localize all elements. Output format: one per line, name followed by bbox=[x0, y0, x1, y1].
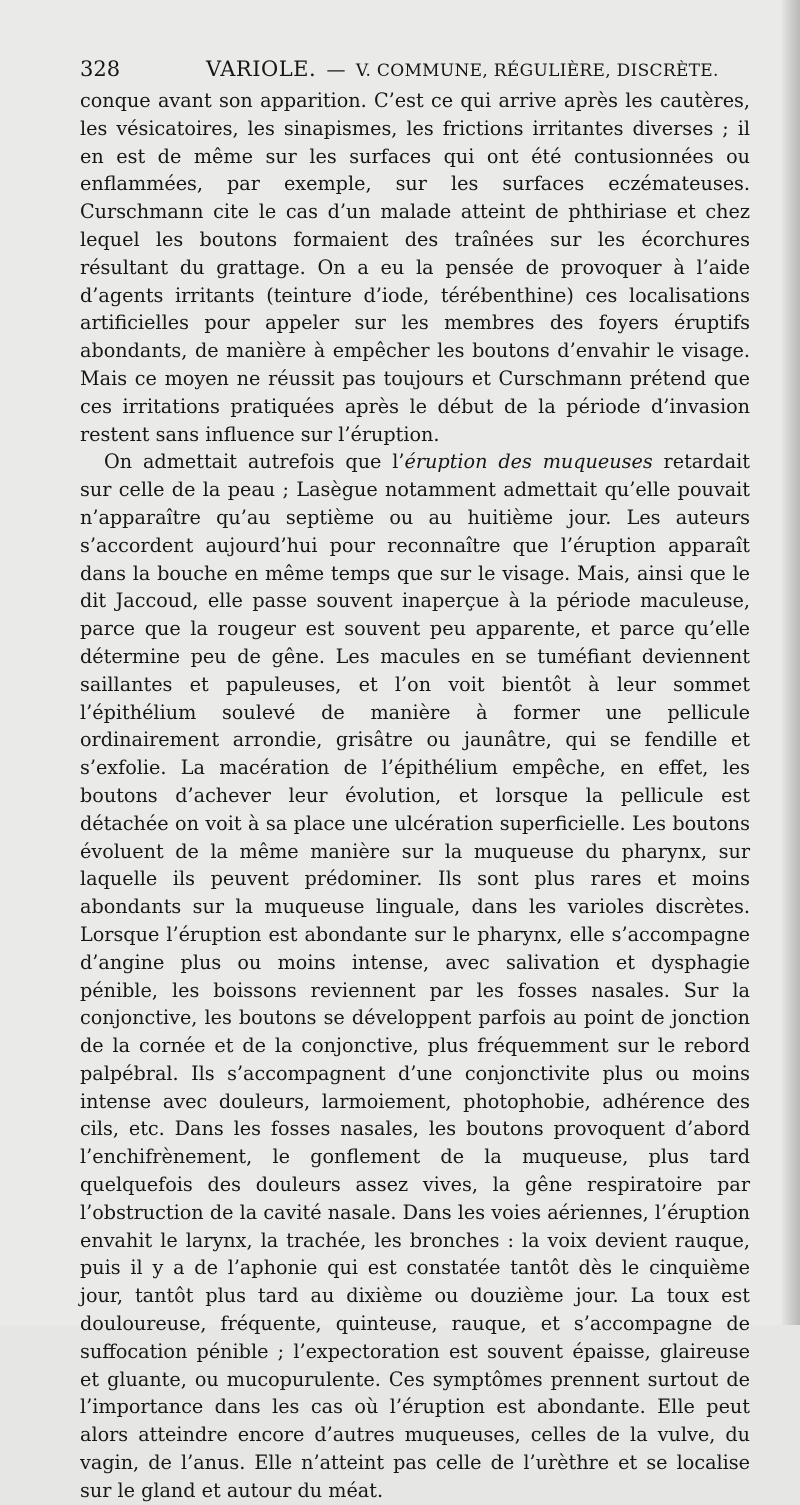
paragraph-continuation: conque avant son apparition. C’est ce qui arrive après les cautères, les vésicatoires, les sinapismes, les frictions irritantes diverses ; il en est de même sur les surfaces qui ont été contusionnées ou enflammées, par exemple, sur les surfaces eczémateuses. Curschmann cite le cas d’un malade atteint de phthiriase et chez lequel les boutons formaient des traînées sur les écorchures résultant du grattage. On a eu la pensée de provoquer à l’aide d’agents irritants (teinture d’iode, térébenthine) ces localisations artificielles pour appeler sur les membres des foyers éruptifs abondants, de manière à empêcher les boutons d’envahir le visage. Mais ce moyen ne réussit pas toujours et Curschmann prétend que ces irritations pratiquées après le début de la période d’invasion restent sans influence sur l’éruption. bbox=[80, 89, 750, 446]
running-head-separator: — bbox=[326, 59, 346, 81]
page-header bbox=[80, 54, 740, 84]
running-head-subtitle: V. COMMUNE, RÉGULIÈRE, DISCRÈTE. bbox=[355, 61, 719, 81]
page-number: 328 bbox=[80, 57, 121, 81]
page-edge-shadow bbox=[782, 0, 800, 1325]
running-head-title: VARIOLE. bbox=[206, 57, 317, 81]
paragraph-text-rest: retardait sur celle de la peau ; Lasègue notamment admettait qu’elle pouvait n’apparaître qu’au septième ou au huitième jour. Les auteurs s’accordent aujourd’hui pour reconnaître que l’éruption apparaît dans la bouche en même temps que sur le visage. Mais, ainsi que le dit Jaccoud, elle passe souvent inaperçue à la période maculeuse, parce que la rougeur est souvent peu apparente, et parce qu’elle détermine peu de gêne. Les macules en se tuméfiant deviennent saillantes et papuleuses, et l’on voit bientôt à leur sommet l’épithélium soulevé de manière à former une pellicule ordinairement arrondie, grisâtre ou jaunâtre, qui se fendille et s’exfolie. La macération de l’épithélium empêche, en effet, les boutons d’achever leur évolution, et lorsque la pellicule est détachée on voit à sa place une ulcération superficielle. Les boutons évoluent de la même manière sur la muqueuse du pharynx, sur laquelle ils peuvent prédominer. Ils sont plus rares et moins abondants sur la muqueuse linguale, dans les varioles discrètes. Lorsque l’éruption est abondante sur le pharynx, elle s’accompagne d’angine plus ou moins intense, avec salivation et dysphagie pénible, les boissons reviennent par les fosses nasales. Sur la conjonctive, les boutons se développent parfois au point de jonction de la cornée et de la conjonctive, plus fréquemment sur le rebord palpébral. Ils s’accompagnent d’une conjonctivite plus ou moins intense avec douleurs, larmoiement, photophobie, adhérence des cils, etc. Dans les fosses nasales, les boutons provoquent d’abord l’enchifrènement, le gonflement de la muqueuse, plus tard quelquefois des douleurs assez vives, la gêne respiratoire par l’obstruction de la cavité nasale. Dans les voies aériennes, l’éruption envahit le larynx, la trachée, les bronches : la voix devient rauque, puis il y a de l’aphonie qui est constatée tantôt dès le cinquième jour, tantôt plus tard au dixième ou douzième jour. La toux est douloureuse, fréquente, quinteuse, rauque, et s’accompagne de suffocation pénible ; l’expectoration est souvent épaisse, glaireuse et gluante, ou mucopurulente. Ces symptômes prennent surtout de l’importance dans les cas où l’éruption est abondante. Elle peut alors atteindre encore d’autres muqueuses, celles de la vulve, du vagin, de l’anus. Elle n’atteint pas celle de l’urèthre et se localise sur le gland et autour du méat. bbox=[80, 450, 750, 1502]
paragraph-text-start: On admettait autrefois que l’ bbox=[104, 450, 405, 474]
body-text bbox=[80, 87, 750, 1505]
running-head bbox=[206, 54, 719, 86]
italic-emphasis: éruption des muqueuses bbox=[404, 450, 653, 474]
paragraph-mucous-eruption bbox=[80, 448, 750, 1504]
